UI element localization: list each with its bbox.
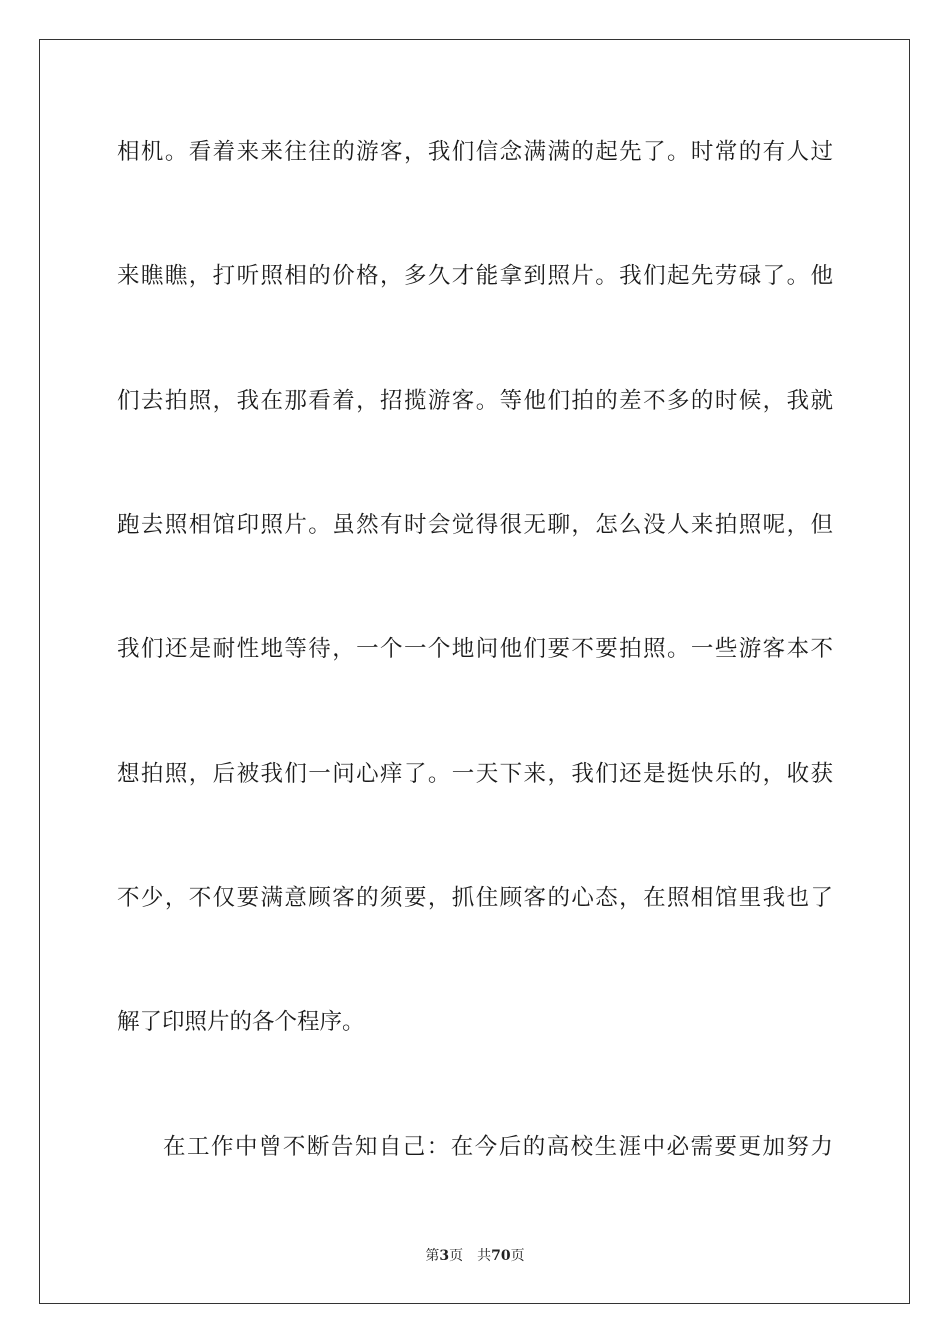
page-footer (0, 1246, 950, 1266)
body-line-5: 我们还是耐性地等待，一个一个地问他们要不要拍照。一些游客本不 (117, 636, 833, 662)
body-line-1: 相机。看着来来往往的游客，我们信念满满的起先了。时常的有人过 (117, 139, 833, 165)
total-prefix: 共 (477, 1248, 492, 1264)
page-prefix: 第 (425, 1248, 440, 1264)
page-border (39, 39, 910, 1304)
body-line-8: 解了印照片的各个程序。 (117, 1009, 365, 1035)
body-line-3: 们去拍照，我在那看着，招揽游客。等他们拍的差不多的时候，我就 (117, 388, 833, 414)
body-line-6: 想拍照，后被我们一问心痒了。一天下来，我们还是挺快乐的，收获 (117, 761, 833, 787)
total-pages: 70 (491, 1248, 511, 1264)
total-suffix: 页 (510, 1248, 525, 1264)
body-line-2: 来瞧瞧，打听照相的价格，多久才能拿到照片。我们起先劳碌了。他 (117, 263, 833, 289)
paragraph-2-line-1: 在工作中曾不断告知自己：在今后的高校生涯中必需要更加努力 (163, 1134, 833, 1160)
body-line-7: 不少，不仅要满意顾客的须要，抓住顾客的心态，在照相馆里我也了 (117, 885, 833, 911)
body-line-4: 跑去照相馆印照片。虽然有时会觉得很无聊，怎么没人来拍照呢，但 (117, 512, 833, 538)
page-suffix: 页 (449, 1248, 464, 1264)
page-number: 3 (439, 1248, 450, 1264)
